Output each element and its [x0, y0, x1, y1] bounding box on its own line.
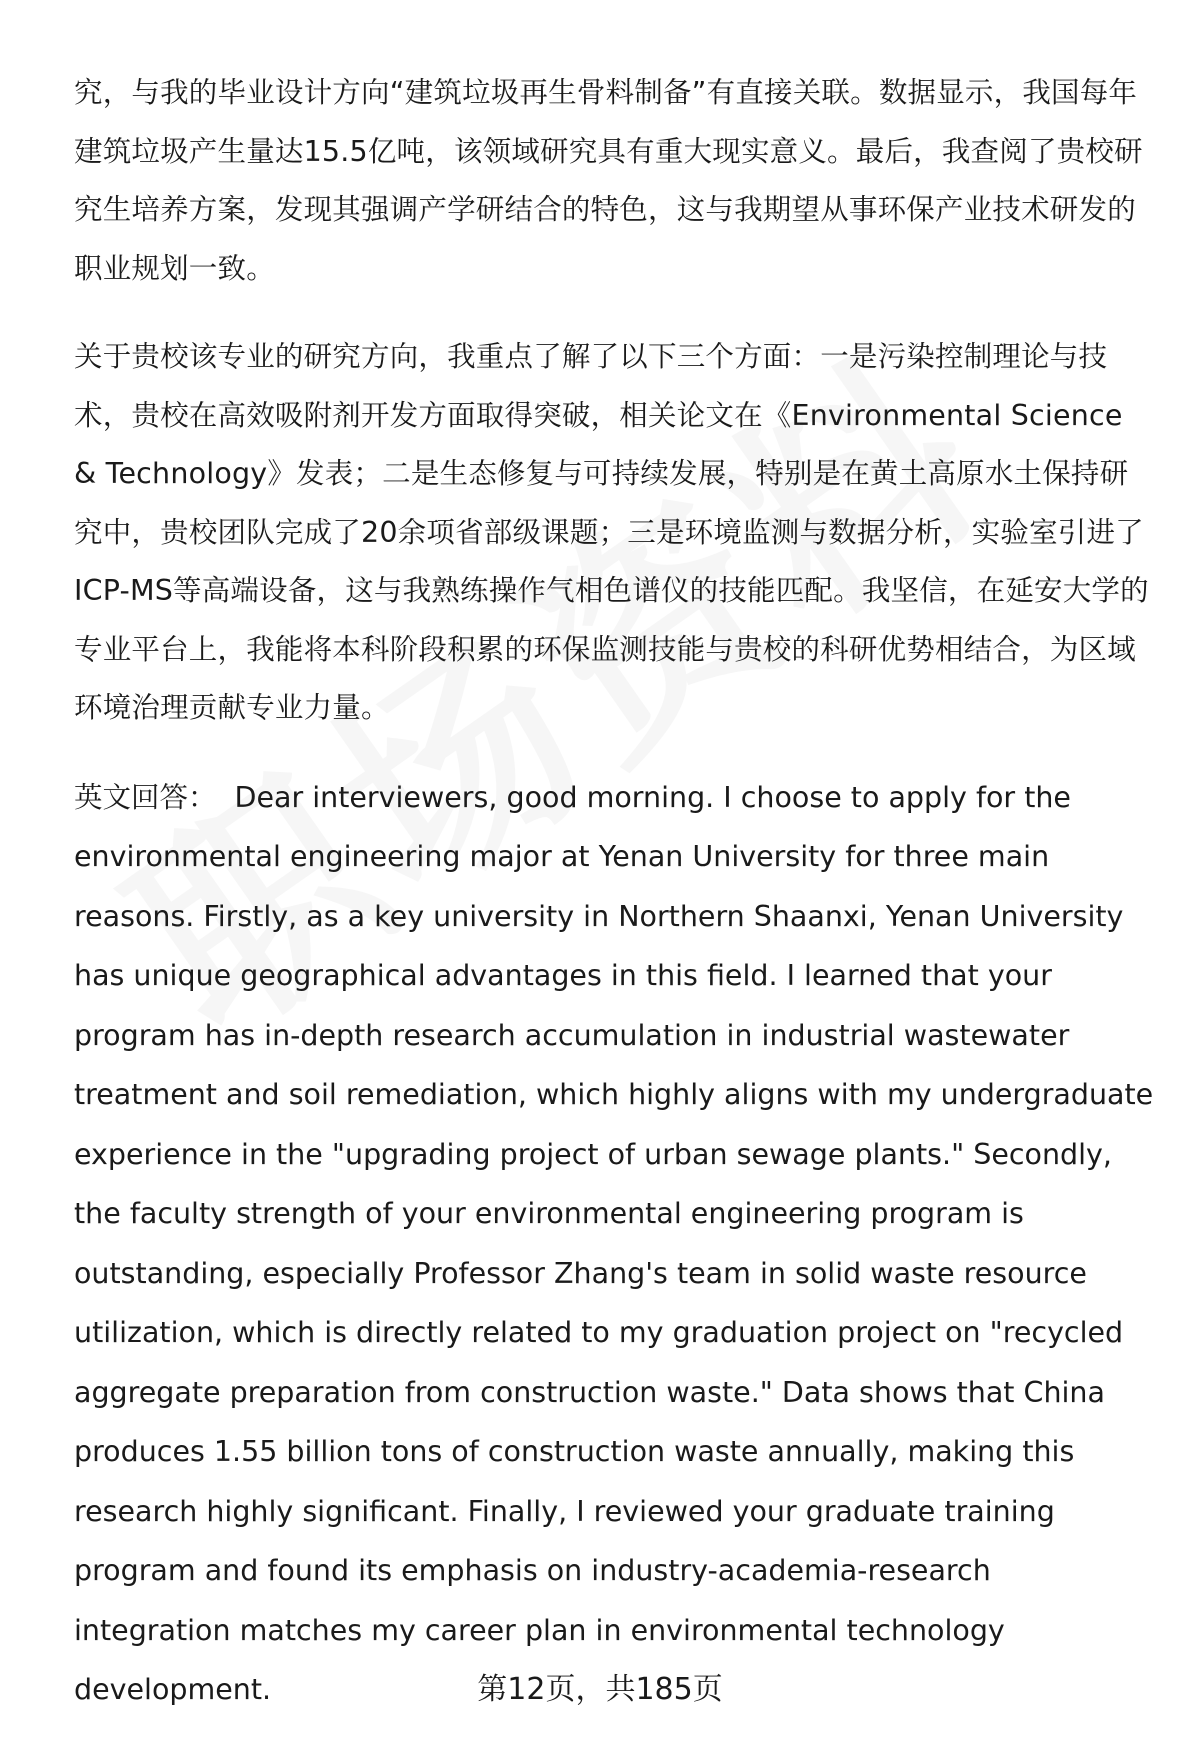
english-answer-label: 英文回答：	[74, 780, 217, 814]
paragraph-cn-research-directions: 关于贵校该专业的研究方向，我重点了解了以下三个方面：一是污染控制理论与技术，贵校在高效吸附剂开发方面取得突破，相关论文在《Environmental Science & Technology》发表；二是生态修复与可持续发展，特别是在黄土高原水土保持研究中，贵校团队完成了20余项省部级课题；三是环境监测与数据分析，实验室引进了ICP-MS等高端设备，这与我熟练操作气相色谱仪的技能匹配。我坚信，在延安大学的专业平台上，我能将本科阶段积累的环保监测技能与贵校的科研优势相结合，为区域环境治理贡献专业力量。	[74, 340, 1149, 724]
document-body	[74, 64, 1154, 1720]
english-answer-text: Dear interviewers, good morning. I choose to apply for the environmental engineering major at Yenan University for three main reasons. Firstly, as a key university in Northern Shaanxi, Yenan University has unique geographical advantages in this field. I learned that your program has in-depth research accumulation in industrial wastewater treatment and soil remediation, which highly aligns with my undergraduate experience in the "upgrading project of urban sewage plants." Secondly, the faculty strength of your environmental engineering program is outstanding, especially Professor Zhang's team in solid waste resource utilization, which is directly related to my graduation project on "recycled aggregate preparation from construction waste." Data shows that China produces 1.55 billion tons of construction waste annually, making this research highly significant. Finally, I reviewed your graduate training program and found its emphasis on industry-academia-research integration matches my career plan in environmental technology development.	[74, 780, 1154, 1706]
paragraph-cn-continuation: 究，与我的毕业设计方向“建筑垃圾再生骨料制备”有直接关联。数据显示，我国每年建筑垃圾产生量达15.5亿吨，该领域研究具有重大现实意义。最后，我查阅了贵校研究生培养方案，发现其强调产学研结合的特色，这与我期望从事环保产业技术研发的职业规划一致。	[74, 76, 1143, 285]
paragraph-english-answer	[74, 768, 1154, 1720]
page-number-footer: 第12页，共185页	[477, 1672, 723, 1707]
